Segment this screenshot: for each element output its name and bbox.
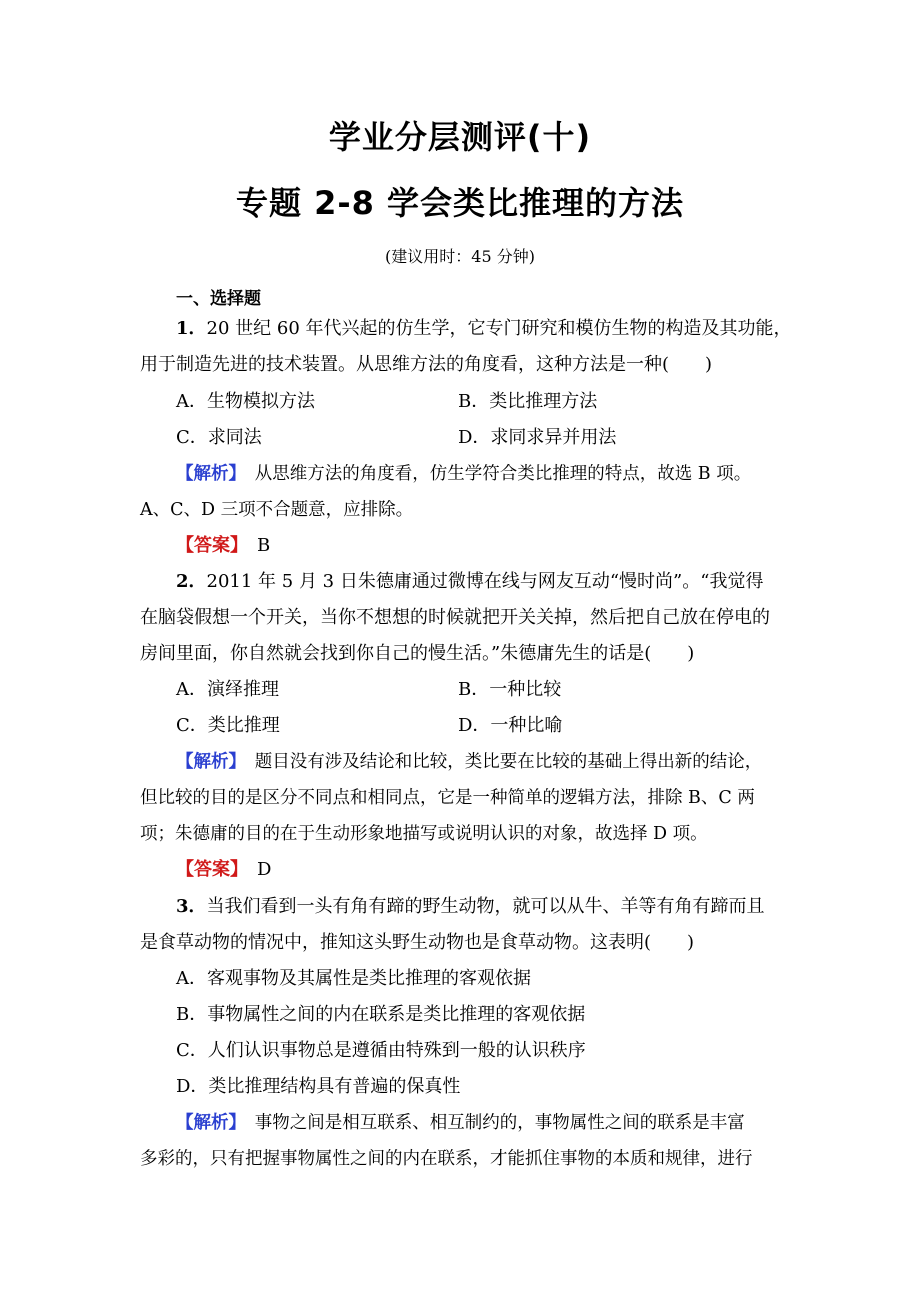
q2-answer: 【答案】 D <box>176 859 272 880</box>
q3-option-b: B．事物属性之间的内在联系是类比推理的客观依据 <box>176 1004 586 1025</box>
explain-label: 【解析】 <box>176 752 238 772</box>
q2-number: 2． <box>176 571 207 592</box>
q3-option-c: C．人们认识事物总是遵循由特殊到一般的认识秩序 <box>176 1040 586 1061</box>
q3-number: 3． <box>176 896 207 917</box>
time-note: (建议用时：45 分钟) <box>385 247 535 266</box>
answer-label: 【答案】 <box>176 535 239 556</box>
document-title: 学业分层测评(十) <box>328 118 592 156</box>
q1-option-b: B．类比推理方法 <box>458 391 598 412</box>
q1-explanation-line2: A、C、D 三项不合题意，应排除。 <box>140 500 414 520</box>
q2-stem-line1: 2．2011 年 5 月 3 日朱德庸通过微博在线与网友互动“慢时尚”。“我觉得 <box>176 571 764 592</box>
q2-option-a: A．演绎推理 <box>176 679 279 700</box>
q3-option-d: D．类比推理结构具有普遍的保真性 <box>176 1076 461 1097</box>
q1-stem-line1: 1．20 世纪 60 年代兴起的仿生学，它专门研究和模仿生物的构造及其功能， <box>176 318 792 339</box>
q1-option-c: C．求同法 <box>176 427 262 448</box>
document-subtitle: 专题 2-8 学会类比推理的方法 <box>235 184 685 222</box>
q3-stem-line1: 3．当我们看到一头有角有蹄的野生动物，就可以从牛、羊等有角有蹄而且 <box>176 896 765 917</box>
q2-stem-line3: 房间里面，你自然就会找到你自己的慢生活。”朱德庸先生的话是( ) <box>140 643 695 664</box>
q2-option-d: D．一种比喻 <box>458 715 563 736</box>
q1-explanation-line1: 【解析】 从思维方法的角度看，仿生学符合类比推理的特点，故选 B 项。 <box>176 464 752 484</box>
q2-option-c: C．类比推理 <box>176 715 280 736</box>
q1-stem-line2: 用于制造先进的技术装置。从思维方法的角度看，这种方法是一种( ) <box>140 354 713 375</box>
q1-number: 1． <box>176 318 207 339</box>
answer-label: 【答案】 <box>176 859 239 880</box>
explain-label: 【解析】 <box>176 1113 238 1133</box>
q1-option-a: A．生物模拟方法 <box>176 391 315 412</box>
q1-answer: 【答案】 B <box>176 535 271 556</box>
q2-explanation-line2: 但比较的目的是区分不同点和相同点，它是一种简单的逻辑方法，排除 B、C 两 <box>140 788 755 808</box>
q2-option-b: B．一种比较 <box>458 679 562 700</box>
q3-stem-line2: 是食草动物的情况中，推知这头野生动物也是食草动物。这表明( ) <box>140 932 695 953</box>
q2-explanation-line3: 项；朱德庸的目的在于生动形象地描写或说明认识的对象，故选择 D 项。 <box>140 824 708 844</box>
section-heading: 一、选择题 <box>176 289 261 309</box>
q3-explanation-line2: 多彩的，只有把握事物属性之间的内在联系，才能抓住事物的本质和规律，进行 <box>140 1149 753 1169</box>
q2-explanation-line1: 【解析】 题目没有涉及结论和比较，类比要在比较的基础上得出新的结论， <box>176 752 763 772</box>
q1-option-d: D．求同求异并用法 <box>458 427 617 448</box>
q2-stem-line2: 在脑袋假想一个开关，当你不想想的时候就把开关关掉，然后把自己放在停电的 <box>140 607 770 628</box>
q3-explanation-line1: 【解析】 事物之间是相互联系、相互制约的，事物属性之间的联系是丰富 <box>176 1113 745 1133</box>
explain-label: 【解析】 <box>176 464 238 484</box>
q3-option-a: A．客观事物及其属性是类比推理的客观依据 <box>176 968 531 989</box>
